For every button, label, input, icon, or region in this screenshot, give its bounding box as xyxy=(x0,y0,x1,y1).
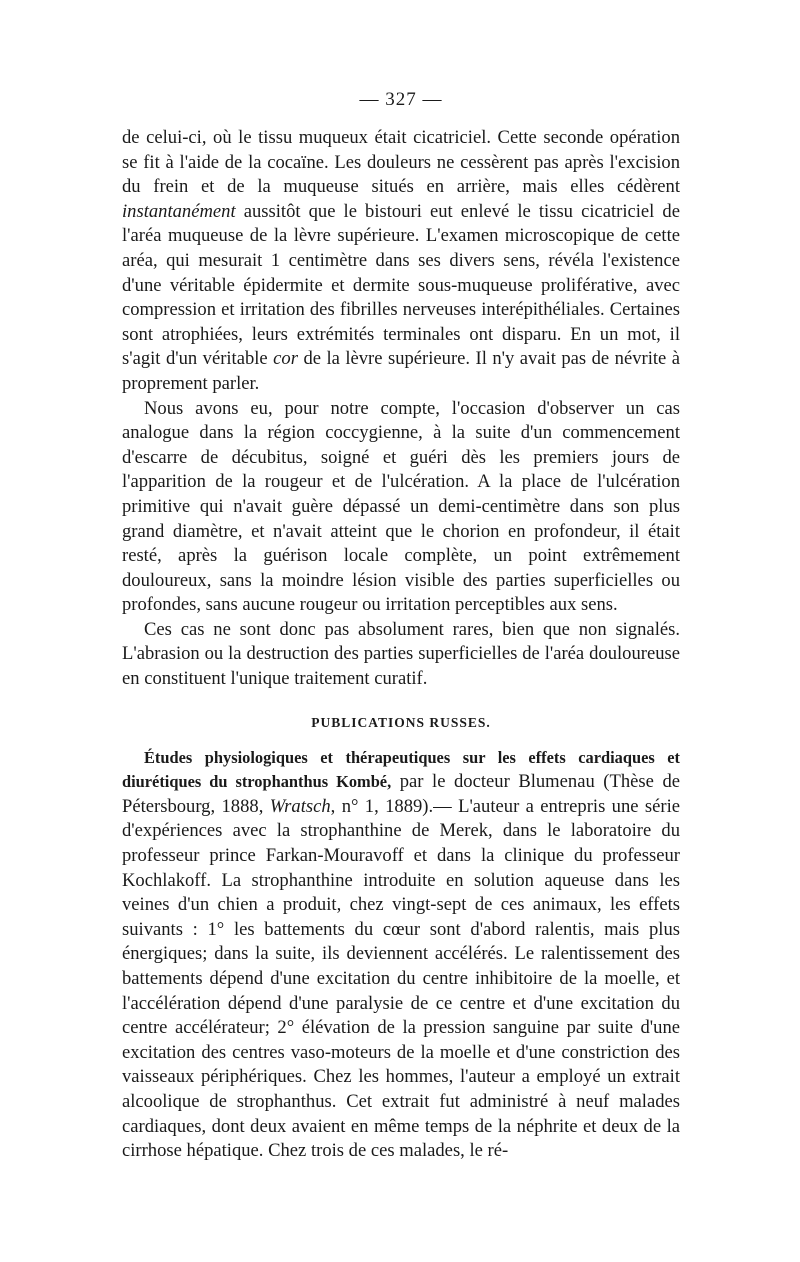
bibliographic-entry xyxy=(122,746,680,1164)
paragraph-text: aussitôt que le bistouri eut enlevé le tissu cicatriciel de l'aréa muqueuse de la lèvre supérieure. L'examen microscopique de cette aréa, qui mesurait 1 centimètre dans ses divers sens, révéla l'existence d'une véritable épidermite et dermite sous-muqueuse proliférative, avec compression et irritation des fibrilles nerveuses interépithéliales. Certaines sont atrophiées, leurs extrémités terminales ont disparu. En un mot, il s'agit d'un véritable xyxy=(122,200,680,370)
body-text xyxy=(122,126,680,1164)
emphasis-text: instantanément xyxy=(122,200,236,222)
journal-name: Wratsch xyxy=(269,795,331,817)
entry-text: , n° 1, 1889).— L'auteur a entrepris une série d'expériences avec la strophanthine de Merek, dans le laboratoire du professeur prince Farkan-Mouravoff et dans la clinique du professeur Kochlakoff. La strophanthine introduite en solution aqueuse dans les veines d'un chien a produit, chez vingt-sept de ces animaux, les effets suivants : 1° les battements du cœur sont d'abord ralentis, mais plus énergiques; dans la suite, ils deviennent accélérés. Le ralentissement des battements dépend d'une excitation du centre inhibitoire de la moelle, et l'accélération dépend d'une paralysie de ce centre et d'une excitation du centre accélérateur; 2° élévation de la pression sanguine par suite d'une excitation des centres vaso-moteurs de la moelle et d'une constriction des vaisseaux périphériques. Chez les hommes, l'auteur a employé un extrait alcoolique de strophanthus. Cet extrait fut administré à neuf malades cardiaques, dont deux avaient en même temps de la néphrite et deux de la cirrhose hépatique. Chez trois de ces malades, le ré- xyxy=(122,795,680,1162)
section-heading: PUBLICATIONS RUSSES. xyxy=(311,714,491,730)
book-page xyxy=(122,88,680,1164)
paragraph-continuation xyxy=(122,126,680,397)
emphasis-text: cor xyxy=(273,348,298,370)
paragraph-text: de la lèvre supérieure. Il n'y avait pas de névrite à proprement parler. xyxy=(122,348,680,394)
paragraph: Ces cas ne sont donc pas absolument rares, bien que non signalés. L'abrasion ou la destruction des parties superficielles de l'aréa douloureuse en constituent l'unique traitement curatif. xyxy=(122,618,680,690)
paragraph: Nous avons eu, pour notre compte, l'occasion d'observer un cas analogue dans la région coccygienne, à la suite d'un commencement d'escarre de décubitus, soigné et guéri dès les premiers jours de l'apparition de la rougeur et de l'ulcération. A la place de l'ulcération primitive qui n'avait guère dépassé un demi-centimètre dans son plus grand diamètre, et n'avait atteint que le chorion en profondeur, il était resté, après la guérison locale complète, un point extrêmement douloureux, sans la moindre lésion visible des parties superficielles ou profondes, sans aucune rougeur ou irritation perceptibles aux sens. xyxy=(122,397,680,616)
entry-text: par le docteur Blumenau (Thèse de Pétersbourg, 1888, xyxy=(122,771,680,817)
page-number: — 327 — xyxy=(359,89,443,110)
paragraph-text: de celui-ci, où le tissu muqueux était cicatriciel. Cette seconde opération se fit à l'aide de la cocaïne. Les douleurs ne cessèrent pas après l'excision du frein et de la muqueuse situés en arrière, mais elles cédèrent xyxy=(122,127,680,198)
entry-title: Études physiologiques et thérapeutiques sur les effets cardiaques et diurétiques du strophanthus Kombé, xyxy=(122,747,680,792)
